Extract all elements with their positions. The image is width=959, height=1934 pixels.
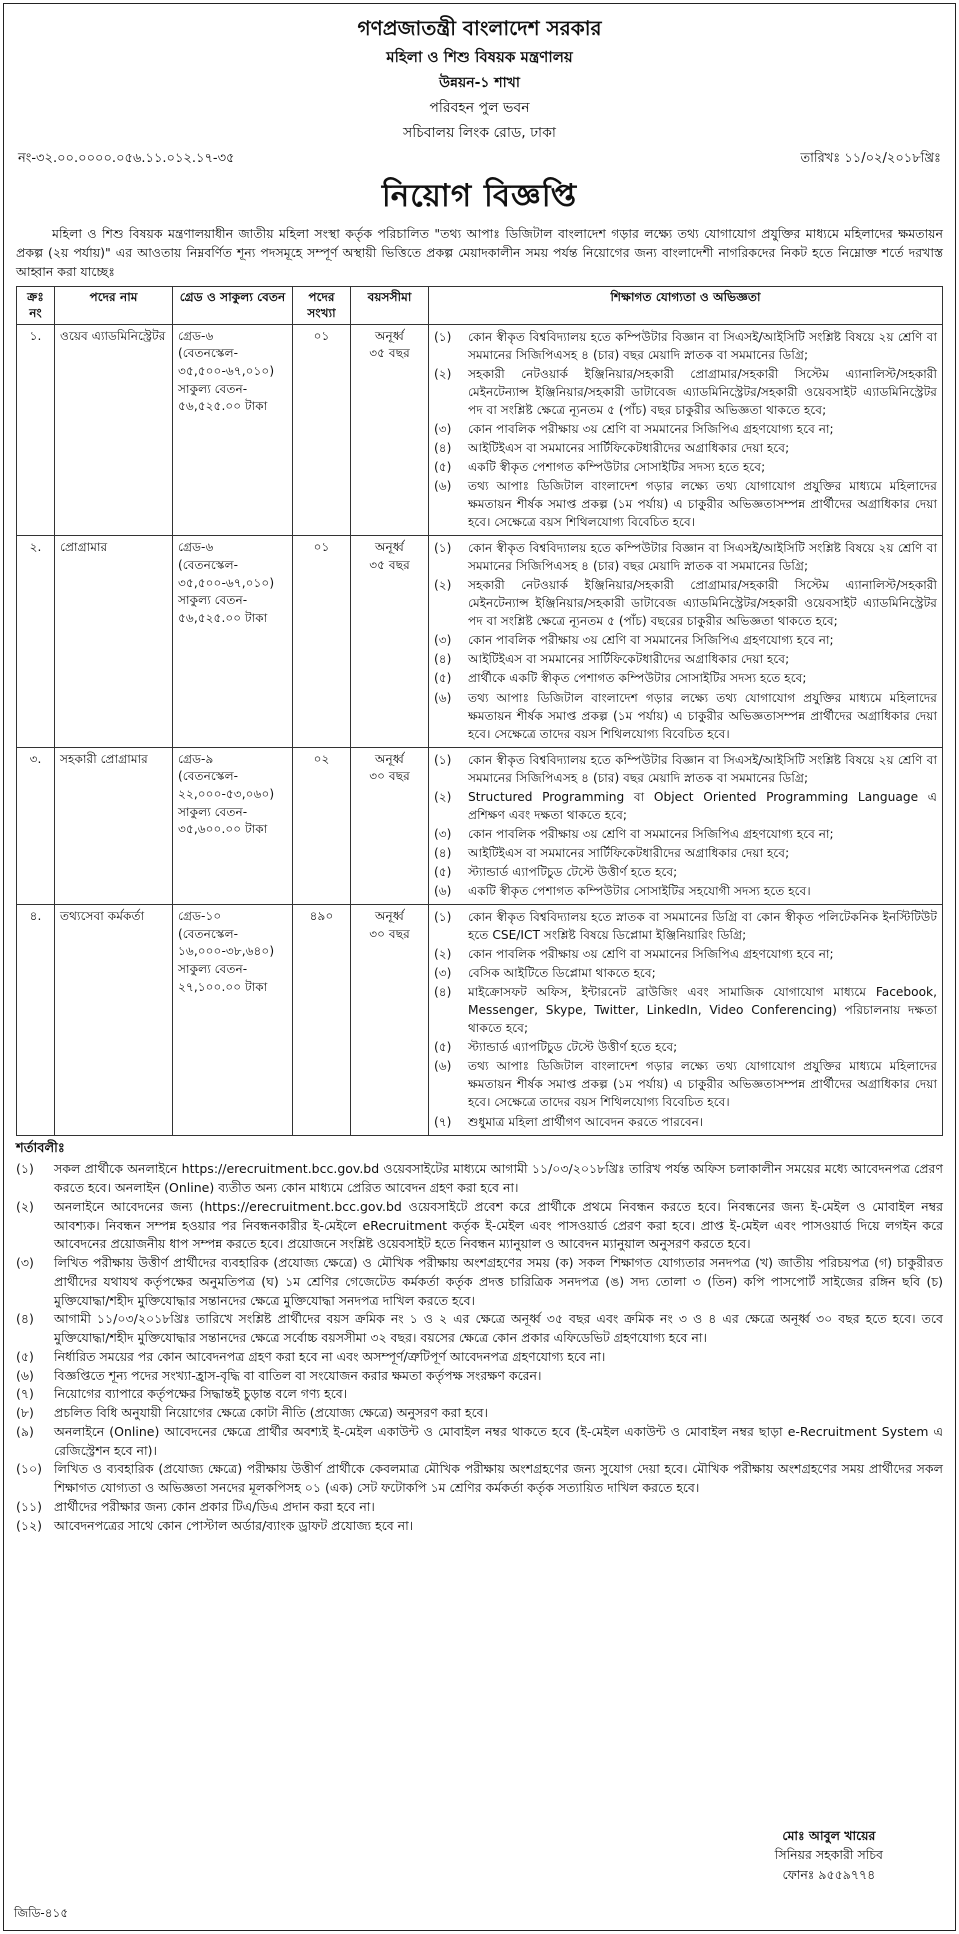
qualification-number: (৪) (434, 845, 452, 860)
grade-line: গ্রেড-১০ (178, 909, 222, 924)
condition-number: (৬) (16, 1367, 34, 1383)
condition-number: (১০) (16, 1461, 42, 1477)
qualification-list (434, 751, 937, 900)
qualification-text: কোন স্বীকৃত বিশ্ববিদ্যালয় হতে কম্পিউটার বিজ্ঞান বা সিএসই/আইসিটি সংশ্লিষ্ট বিষয়ে ২য় শ্রেণি বা সমমানের সিজিপিএসহ ৪ (চার) বছর মেয়াদি স্নাতক বা সমমানের ডিগ্রি; (468, 752, 937, 785)
qualification-text: Structured Programming বা Object Oriented Programming Language এ প্রশিক্ষণ এবং দক্ষতা থাকতে হবে; (468, 789, 937, 822)
memo-date: তারিখঃ ১১/০২/২০১৮খ্রিঃ (800, 150, 941, 166)
grade-line: গ্রেড-৯ (178, 751, 214, 766)
condition-item (16, 1310, 943, 1348)
row-qualifications (429, 905, 943, 1136)
memo-number: নং-৩২.০০.০০০০.০৫৬.১১.০১২.১৭-৩৫ (18, 150, 235, 166)
condition-number: (১) (16, 1161, 34, 1177)
notice-title: নিয়োগ বিজ্ঞপ্তি (381, 178, 578, 215)
grade-line: ৩৫,৫০০-৬৭,০১০) (178, 363, 275, 378)
gd-code: জিডি-৪১৫ (14, 1905, 69, 1920)
condition-item (16, 1517, 943, 1536)
qualification-item (434, 1057, 937, 1111)
qualification-text: তথ্য আপাঃ ডিজিটাল বাংলাদেশ গড়ার লক্ষ্যে তথ্য যোগাযোগ প্রযুক্তির মাধ্যমে মহিলাদের ক্ষমতায়ন শীর্ষক সমাপ্ত প্রকল্প (১ম পর্যায়) এ চাকুরীর অভিজ্ঞতাসম্পন্ন প্রার্থীদের অগ্রাধিকার দেয়া হবে। সেক্ষেত্রে বয়স শিথিলযোগ্য বিবেচিত হবে। (468, 478, 937, 530)
grade-line: ৫৬,৫২৫.০০ টাকা (178, 610, 268, 625)
qualification-text: কোন পাবলিক পরীক্ষায় ৩য় শ্রেণি বা সমমানের সিজিপিএ গ্রহণযোগ্য হবে না; (468, 633, 834, 648)
age-line: ৩৫ বছর (369, 557, 410, 572)
table-header-row (17, 286, 943, 324)
qualification-number: (২) (434, 366, 452, 381)
notice-page (3, 3, 956, 1931)
qualification-item (434, 439, 937, 457)
col-count: পদের সংখ্যা (293, 286, 351, 324)
posts-table (16, 286, 943, 1136)
row-age-limit (351, 747, 429, 904)
qualification-item (434, 689, 937, 743)
signatory-name: মোঃ আবুল খায়ের (782, 1827, 876, 1843)
grade-line: সাকুল্য বেতন- (178, 962, 248, 977)
grade-line: ৫৬,৫২৫.০০ টাকা (178, 399, 268, 414)
age-line: অনূর্ধ্ব (374, 328, 405, 343)
condition-number: (৭) (16, 1386, 34, 1402)
age-line: অনূর্ধ্ব (374, 751, 405, 766)
qualification-item (434, 863, 937, 881)
qualification-number: (৬) (434, 478, 452, 493)
condition-item (16, 1367, 943, 1386)
qualification-item (434, 631, 937, 649)
qualification-list (434, 328, 937, 532)
condition-text: প্রচলিত বিধি অনুযায়ী নিয়োগের ক্ষেত্রে কোটা নীতি (প্রযোজ্য ক্ষেত্রে) অনুসরণ করা হবে। (54, 1405, 489, 1421)
qualification-number: (১) (434, 329, 452, 344)
row-serial: ২. (17, 536, 55, 748)
qualification-number: (৪) (434, 652, 452, 667)
row-post-name: প্রোগ্রামার (55, 536, 173, 748)
col-qualification: শিক্ষাগত যোগ্যতা ও অভিজ্ঞতা (429, 286, 943, 324)
qualification-item (434, 964, 937, 982)
qualification-text: কোন পাবলিক পরীক্ষায় ৩য় শ্রেণি বা সমমানের সিজিপিএ গ্রহণযোগ্য হবে না; (468, 826, 834, 841)
qualification-number: (৪) (434, 440, 452, 455)
qualification-text: সহকারী নেটওয়ার্ক ইঞ্জিনিয়ার/সহকারী প্রোগ্রামার/সহকারী সিস্টেম এ্যানালিস্ট/সহকারী মেইনটেন্যান্স ইঞ্জিনিয়ার/সহকারী ডাটাবেজ এ্যাডমিনিস্ট্রেটর/সহকারী ওয়েবসাইট এ্যাডমিনিস্ট্রেটর পদ বা সংশ্লিষ্ট ক্ষেত্রে ন্যূনতম ৫ (পাঁচ) বছরের চাকুরীর অভিজ্ঞতা থাকতে হবে; (468, 578, 937, 629)
condition-item (16, 1198, 943, 1254)
condition-item (16, 1404, 943, 1423)
table-row (17, 747, 943, 904)
qualification-text: স্ট্যান্ডার্ড এ্যাপটিচুড টেস্টে উত্তীর্ণ হতে হবে; (468, 1040, 678, 1055)
condition-number: (৫) (16, 1348, 34, 1364)
branch-name: উন্নয়ন-১ শাখা (439, 74, 520, 91)
signatory-designation: সিনিয়র সহকারী সচিব (774, 1847, 883, 1863)
col-serial: ক্রঃ নং (17, 286, 55, 324)
qualification-number: (৪) (434, 985, 452, 1000)
conditions-list (16, 1160, 943, 1535)
row-post-count: ০১ (293, 324, 351, 536)
condition-text: নির্ধারিত সময়ের পর কোন আবেদনপত্র গ্রহণ করা হবে না এবং অসম্পূর্ণ/ত্রুটিপূর্ণ আবেদনপত্র গ্রহণযোগ্য হবে না। (54, 1348, 606, 1364)
row-grade-salary (173, 905, 293, 1136)
age-line: অনূর্ধ্ব (374, 540, 405, 555)
qualification-number: (১) (434, 752, 452, 767)
qualification-text: তথ্য আপাঃ ডিজিটাল বাংলাদেশ গড়ার লক্ষ্যে তথ্য যোগাযোগ প্রযুক্তির মাধ্যমে মহিলাদের ক্ষমতায়ন শীর্ষক সমাপ্ত প্রকল্প (১ম পর্যায়) এ চাকুরীর অভিজ্ঞতাসম্পন্ন প্রার্থীদের অগ্রাধিকার দেয়া হবে। সেক্ষেত্রে তাদের বয়স শিথিলযোগ্য বিবেচিত হবে। (468, 1059, 937, 1110)
qualification-text: কোন স্বীকৃত বিশ্ববিদ্যালয় হতে স্নাতক বা সমমানের ডিগ্রি বা কোন স্বীকৃত পলিটেকনিক ইনস্টিটিউট হতে CSE/ICT সংশ্লিষ্ট বিষয়ে ডিপ্লোমা ইঞ্জিনিয়ারিং ডিগ্রি; (468, 910, 937, 943)
table-row (17, 536, 943, 748)
condition-text: প্রার্থীদের পরীক্ষার জন্য কোন প্রকার টিএ/ডিএ প্রদান করা হবে না। (54, 1498, 375, 1514)
qualification-text: আইটিইএস বা সমমানের সার্টিফিকেটধারীদের অগ্রাধিকার দেয়া হবে; (468, 845, 790, 860)
qualification-item (434, 788, 937, 824)
qualification-number: (৫) (434, 459, 452, 474)
grade-line: ১৬,০০০-৩৮,৬৪০) (178, 944, 275, 959)
qualification-item (434, 576, 937, 630)
condition-text: অনলাইনে (Online) আবেদনের ক্ষেত্রে প্রার্থীর অবশ্যই ই-মেইল একাউন্ট ও মোবাইল নম্বর থাকতে হবে (ই-মেইল একাউন্ট ও মোবাইল নম্বর ছাড়া e-Recruitment System এ রেজিস্ট্রেশন হবে না)। (54, 1423, 943, 1458)
grade-line: ৩৫,৫০০-৬৭,০১০) (178, 575, 275, 590)
condition-item (16, 1460, 943, 1498)
qualification-text: একটি স্বীকৃত পেশাগত কম্পিউটার সোসাইটির সদস্য হতে হবে; (468, 459, 766, 474)
qualification-item (434, 844, 937, 862)
row-age-limit (351, 536, 429, 748)
age-line: ৩৫ বছর (369, 346, 410, 361)
col-age: বয়সসীমা (351, 286, 429, 324)
conditions-title: শর্তাবলীঃ (16, 1140, 65, 1156)
qualification-text: বেসিক আইটিতে ডিপ্লোমা থাকতে হবে; (468, 966, 656, 981)
qualification-number: (৩) (434, 421, 452, 436)
row-grade-salary (173, 747, 293, 904)
qualification-list (434, 908, 937, 1131)
grade-line: ৩৫,৬০০.০০ টাকা (178, 822, 268, 837)
qualification-item (434, 650, 937, 668)
grade-line: (বেতনস্কেল- (178, 769, 239, 784)
condition-number: (৮) (16, 1405, 34, 1421)
qualification-number: (৩) (434, 966, 452, 981)
signature-block (775, 1826, 883, 1884)
row-post-count: ০১ (293, 536, 351, 748)
condition-item (16, 1254, 943, 1310)
qualification-item (434, 1113, 937, 1131)
qualification-number: (৩) (434, 826, 452, 841)
ministry-name: মহিলা ও শিশু বিষয়ক মন্ত্রণালয় (386, 48, 573, 66)
qualification-item (434, 539, 937, 575)
qualification-item (434, 477, 937, 531)
qualification-item (434, 1038, 937, 1056)
condition-item (16, 1498, 943, 1517)
row-post-name: তথ্যসেবা কর্মকর্তা (55, 905, 173, 1136)
qualification-text: সহকারী নেটওয়ার্ক ইঞ্জিনিয়ার/সহকারী প্রোগ্রামার/সহকারী সিস্টেম এ্যানালিস্ট/সহকারী মেইনটেন্যান্স ইঞ্জিনিয়ার/সহকারী ডাটাবেজ এ্যাডমিনিস্ট্রেটর/সহকারী ওয়েবসাইট এ্যাডমিনিস্ট্রেটর পদ বা সংশ্লিষ্ট ক্ষেত্রে ন্যূনতম ৫ (পাঁচ) বছর চাকুরীর অভিজ্ঞতা থাকতে হবে; (468, 366, 937, 417)
qualification-item (434, 983, 937, 1037)
condition-number: (৪) (16, 1311, 34, 1327)
qualification-text: আইটিইএস বা সমমানের সার্টিফিকেটধারীদের অগ্রাধিকার দেয়া হবে; (468, 440, 790, 455)
qualification-item (434, 365, 937, 419)
condition-text: নিয়োগের ব্যাপারে কর্তৃপক্ষের সিদ্ধান্তই চুড়ান্ত বলে গণ্য হবে। (54, 1386, 348, 1402)
row-serial: ৪. (17, 905, 55, 1136)
qualification-text: শুধুমাত্র মহিলা প্রার্থীগণ আবেদন করতে পারবেন। (468, 1114, 704, 1129)
row-post-name: ওয়েব এ্যাডমিনিস্ট্রেটর (55, 324, 173, 536)
qualification-number: (১) (434, 910, 452, 925)
grade-line: ২৭,১০০.০০ টাকা (178, 979, 268, 994)
qualification-list (434, 539, 937, 743)
qualification-text: মাইক্রোসফট অফিস, ইন্টারনেট ব্রাউজিং এবং সামাজিক যোগাযোগ মাধ্যমে Facebook, Messenger, Skype, Twitter, LinkedIn, Video Conferencing) পরিচালনায় দক্ষতা থাকতে হবে; (468, 985, 937, 1036)
row-post-name: সহকারী প্রোগ্রামার (55, 747, 173, 904)
age-line: ৩০ বছর (369, 926, 410, 941)
col-post: পদের নাম (55, 286, 173, 324)
qualification-number: (২) (434, 578, 452, 593)
grade-line: (বেতনস্কেল- (178, 557, 239, 572)
row-age-limit (351, 905, 429, 1136)
qualification-item (434, 751, 937, 787)
qualification-item (434, 882, 937, 900)
qualification-number: (২) (434, 789, 452, 804)
qualification-text: আইটিইএস বা সমমানের সার্টিফিকেটধারীদের অগ্রাধিকার দেয়া হবে; (468, 652, 790, 667)
grade-line: গ্রেড-৬ (178, 328, 214, 343)
grade-line: গ্রেড-৬ (178, 540, 214, 555)
row-post-count: ৪৯০ (293, 905, 351, 1136)
row-grade-salary (173, 324, 293, 536)
table-row (17, 905, 943, 1136)
signatory-phone: ফোনঃ ৯৫৫৯৭৭৪ (782, 1866, 876, 1882)
condition-item (16, 1348, 943, 1367)
qualification-text: প্রার্থীকে একটি স্বীকৃত পেশাগত কম্পিউটার সোসাইটির সদস্য হতে হবে; (468, 671, 807, 686)
qualification-number: (৫) (434, 1040, 452, 1055)
condition-text: অনলাইনে আবেদনের জন্য (https://erecruitment.bcc.gov.bd ওয়েবসাইটে প্রবেশ করে প্রার্থীকে প্রথমে নিবন্ধন করতে হবে। নিবন্ধনের জন্য ই-মেইল ও মোবাইল নম্বর আবশ্যক। নিবন্ধন সম্পন্ন হওয়ার পর নিবন্ধনকারীর ই-মেইলে eRecruitment কর্তৃক ই-মেইল এবং পাসওয়ার্ড প্রেরণ করা হবে। প্রাপ্ত ই-মেইল এবং পাসওয়ার্ড দিয়ে লগইন করে আবেদনের প্রয়োজনীয় ধাপ সম্পন্ন করতে হবে। প্রয়োজনে সংশ্লিষ্ট ওয়েবসাইট হতে নিবন্ধন ম্যানুয়াল ও আবেদন ম্যানুয়াল অনুসরণ করতে হবে। (54, 1198, 943, 1252)
qualification-number: (৩) (434, 633, 452, 648)
condition-number: (৩) (16, 1255, 34, 1271)
govt-name: গণপ্রজাতন্ত্রী বাংলাদেশ সরকার (357, 16, 602, 40)
qualification-text: স্ট্যান্ডার্ড এ্যাপটিচুড টেস্টে উত্তীর্ণ হতে হবে; (468, 864, 678, 879)
qualification-item (434, 458, 937, 476)
grade-line: ২২,০০০-৫৩,০৬০) (178, 787, 275, 802)
condition-item (16, 1423, 943, 1461)
row-post-count: ০২ (293, 747, 351, 904)
qualification-number: (২) (434, 947, 452, 962)
qualification-text: কোন স্বীকৃত বিশ্ববিদ্যালয় হতে কম্পিউটার বিজ্ঞান বা সিএসই/আইসিটি সংশ্লিষ্ট বিষয়ে ২য় শ্রেণি বা সমমানের সিজিপিএসহ ৪ (চার) বছর মেয়াদি স্নাতক বা সমমানের ডিগ্রি; (468, 329, 937, 362)
grade-line: (বেতনস্কেল- (178, 926, 239, 941)
office-address: সচিবালয় লিংক রোড, ঢাকা (403, 125, 556, 142)
qualification-text: তথ্য আপাঃ ডিজিটাল বাংলাদেশ গড়ার লক্ষ্যে তথ্য যোগাযোগ প্রযুক্তির মাধ্যমে মহিলাদের ক্ষমতায়ন শীর্ষক সমাপ্ত প্রকল্প (১ম পর্যায়) এ চাকুরীর অভিজ্ঞতাসম্পন্ন প্রার্থীদের অগ্রাধিকার দেয়া হবে। সেক্ষেত্রে তাদের বয়স শিথিলযোগ্য বিবেচিত হবে। (468, 690, 937, 741)
row-serial: ১. (17, 324, 55, 536)
condition-number: (৯) (16, 1423, 34, 1439)
row-qualifications (429, 324, 943, 536)
qualification-number: (১) (434, 541, 452, 556)
row-qualifications (429, 536, 943, 748)
age-line: অনূর্ধ্ব (374, 909, 405, 924)
table-row (17, 324, 943, 536)
qualification-item (434, 328, 937, 364)
qualification-text: কোন স্বীকৃত বিশ্ববিদ্যালয় হতে কম্পিউটার বিজ্ঞান বা সিএসই/আইসিটি সংশ্লিষ্ট বিষয়ে ২য় শ্রেণি বা সমমানের সিজিপিএসহ ৪ (চার) বছর মেয়াদি স্নাতক বা সমমানের ডিগ্রি; (468, 541, 937, 574)
condition-text: লিখিত ও ব্যবহারিক (প্রযোজ্য ক্ষেত্রে) পরীক্ষায় উত্তীর্ণ প্রার্থীকে কেবলমাত্র মৌখিক পরীক্ষায় অংশগ্রহণের জন্য সুযোগ দেয়া হবে। মৌখিক পরীক্ষায় অংশগ্রহণের সময় প্রার্থীদের সকল শিক্ষাগত যোগ্যতা ও অভিজ্ঞতা সনদের মূলকপিসহ ০১ (এক) সেট ফটোকপি ১ম শ্রেণির কর্মকর্তা কর্তৃক সত্যায়িত দাখিল করতে হবে। (54, 1461, 943, 1496)
condition-text: বিজ্ঞপ্তিতে শূন্য পদের সংখ্যা-হ্রাস-বৃদ্ধি বা বাতিল বা সংযোজন করার ক্ষমতা কর্তৃপক্ষ সংরক্ষণ করেন। (54, 1367, 542, 1383)
qualification-text: কোন পাবলিক পরীক্ষায় ৩য় শ্রেণি বা সমমানের সিজিপিএ গ্রহণযোগ্য হবে না; (468, 421, 834, 436)
condition-text: সকল প্রার্থীকে অনলাইনে https://erecruitment.bcc.gov.bd ওয়েবসাইটের মাধ্যমে আগামী ১১/০৩/২০১৮খ্রিঃ তারিখ পর্যন্ত অফিস চলাকালীন সময়ের মধ্যে আবেদনপত্র প্রেরণ করতে হবে। অনলাইন (Online) ব্যতীত অন্য কোন মাধ্যমে প্রেরিত আবেদন গ্রহণ করা হবে না। (54, 1161, 943, 1196)
grade-line: সাকুল্য বেতন- (178, 381, 248, 396)
grade-line: সাকুল্য বেতন- (178, 593, 248, 608)
qualification-number: (৬) (434, 690, 452, 705)
qualification-item (434, 908, 937, 944)
row-qualifications (429, 747, 943, 904)
grade-line: সাকুল্য বেতন- (178, 804, 248, 819)
condition-text: লিখিত পরীক্ষায় উত্তীর্ণ প্রার্থীদের ব্যবহারিক (প্রযোজ্য ক্ষেত্রে) ও মৌখিক পরীক্ষায় অংশগ্রহণের সময় (ক) সকল শিক্ষাগত যোগ্যতার সনদপত্র (খ) জাতীয় পরিচয়পত্র (গ) চাকুরীরত প্রার্থীদের যথাযথ কর্তৃপক্ষের অনুমতিপত্র (ঘ) ১ম শ্রেণির গেজেটেড কর্মকর্তা কর্তৃক প্রদত্ত চারিত্রিক সনদপত্র (ঙ) সদ্য তোলা ৩ (তিন) কপি পাসপোর্ট সাইজের রঙ্গিন ছবি (চ) মুক্তিযোদ্ধা/শহীদ মুক্তিযোদ্ধার সন্তানদের ক্ষেত্রে মুক্তিযোদ্ধা সনদপত্র দাখিল করতে হবে। (54, 1255, 943, 1308)
age-line: ৩০ বছর (369, 769, 410, 784)
row-serial: ৩. (17, 747, 55, 904)
condition-number: (১২) (16, 1517, 42, 1533)
qualification-item (434, 669, 937, 687)
qualification-item (434, 420, 937, 438)
grade-line: (বেতনস্কেল- (178, 346, 239, 361)
condition-item (16, 1160, 943, 1198)
condition-item (16, 1385, 943, 1404)
letterhead (16, 14, 943, 144)
condition-number: (১১) (16, 1498, 42, 1514)
qualification-number: (৭) (434, 1114, 452, 1129)
building-name: পরিবহন পুল ভবন (429, 100, 530, 117)
table-body (17, 324, 943, 1135)
condition-text: আগামী ১১/০৩/২০১৮খ্রিঃ তারিখে সংশ্লিষ্ট প্রার্থীদের বয়স ক্রমিক নং ১ ও ২ এর ক্ষেত্রে অনূর্ধ্ব ৩৫ বছর এবং ক্রমিক নং ৩ ও ৪ এর ক্ষেত্রে অনূর্ধ্ব ৩০ বছর হতে হবে। তবে মুক্তিযোদ্ধা/শহীদ মুক্তিযোদ্ধার সন্তানদের ক্ষেত্রে সর্বোচ্চ বয়সসীমা ৩২ বছর। বয়সের ক্ষেত্রে কোন প্রকার এফিডেভিট গ্রহণযোগ্য হবে না। (54, 1311, 943, 1346)
condition-number: (২) (16, 1198, 34, 1214)
qualification-number: (৫) (434, 671, 452, 686)
qualification-number: (৬) (434, 883, 452, 898)
qualification-text: কোন পাবলিক পরীক্ষায় ৩য় শ্রেণি বা সমমানের সিজিপিএ গ্রহণযোগ্য হবে না; (468, 947, 834, 962)
intro-paragraph: মহিলা ও শিশু বিষয়ক মন্ত্রণালয়াধীন জাতীয় মহিলা সংস্থা কর্তৃক পরিচালিত "তথ্য আপাঃ ডিজিটাল বাংলাদেশ গড়ার লক্ষ্যে তথ্য যোগাযোগ প্রযুক্তির মাধ্যমে মহিলাদের ক্ষমতায়ন প্রকল্প (২য় পর্যায়)" এর আওতায় নিম্নবর্ণিত শূন্য পদসমূহে সম্পূর্ণ অস্থায়ী ভিত্তিতে প্রকল্প মেয়াদকালীন সময় পর্যন্ত নিয়োগের জন্য বাংলাদেশী নাগরিকদের নিকট হতে নিম্নোক্ত শর্তে দরখাস্ত আহ্বান করা যাচ্ছেঃ (16, 226, 943, 279)
qualification-item (434, 825, 937, 843)
memo-row (16, 150, 943, 169)
condition-text: আবেদনপত্রের সাথে কোন পোস্টাল অর্ডার/ব্যাংক ড্রাফট প্রযোজ্য হবে না। (54, 1517, 414, 1533)
qualification-text: একটি স্বীকৃত পেশাগত কম্পিউটার সোসাইটির সহযোগী সদস্য হতে হবে। (468, 883, 811, 898)
qualification-number: (৬) (434, 1059, 452, 1074)
row-age-limit (351, 324, 429, 536)
col-grade: গ্রেড ও সাকুল্য বেতন (173, 286, 293, 324)
row-grade-salary (173, 536, 293, 748)
qualification-number: (৫) (434, 864, 452, 879)
qualification-item (434, 945, 937, 963)
